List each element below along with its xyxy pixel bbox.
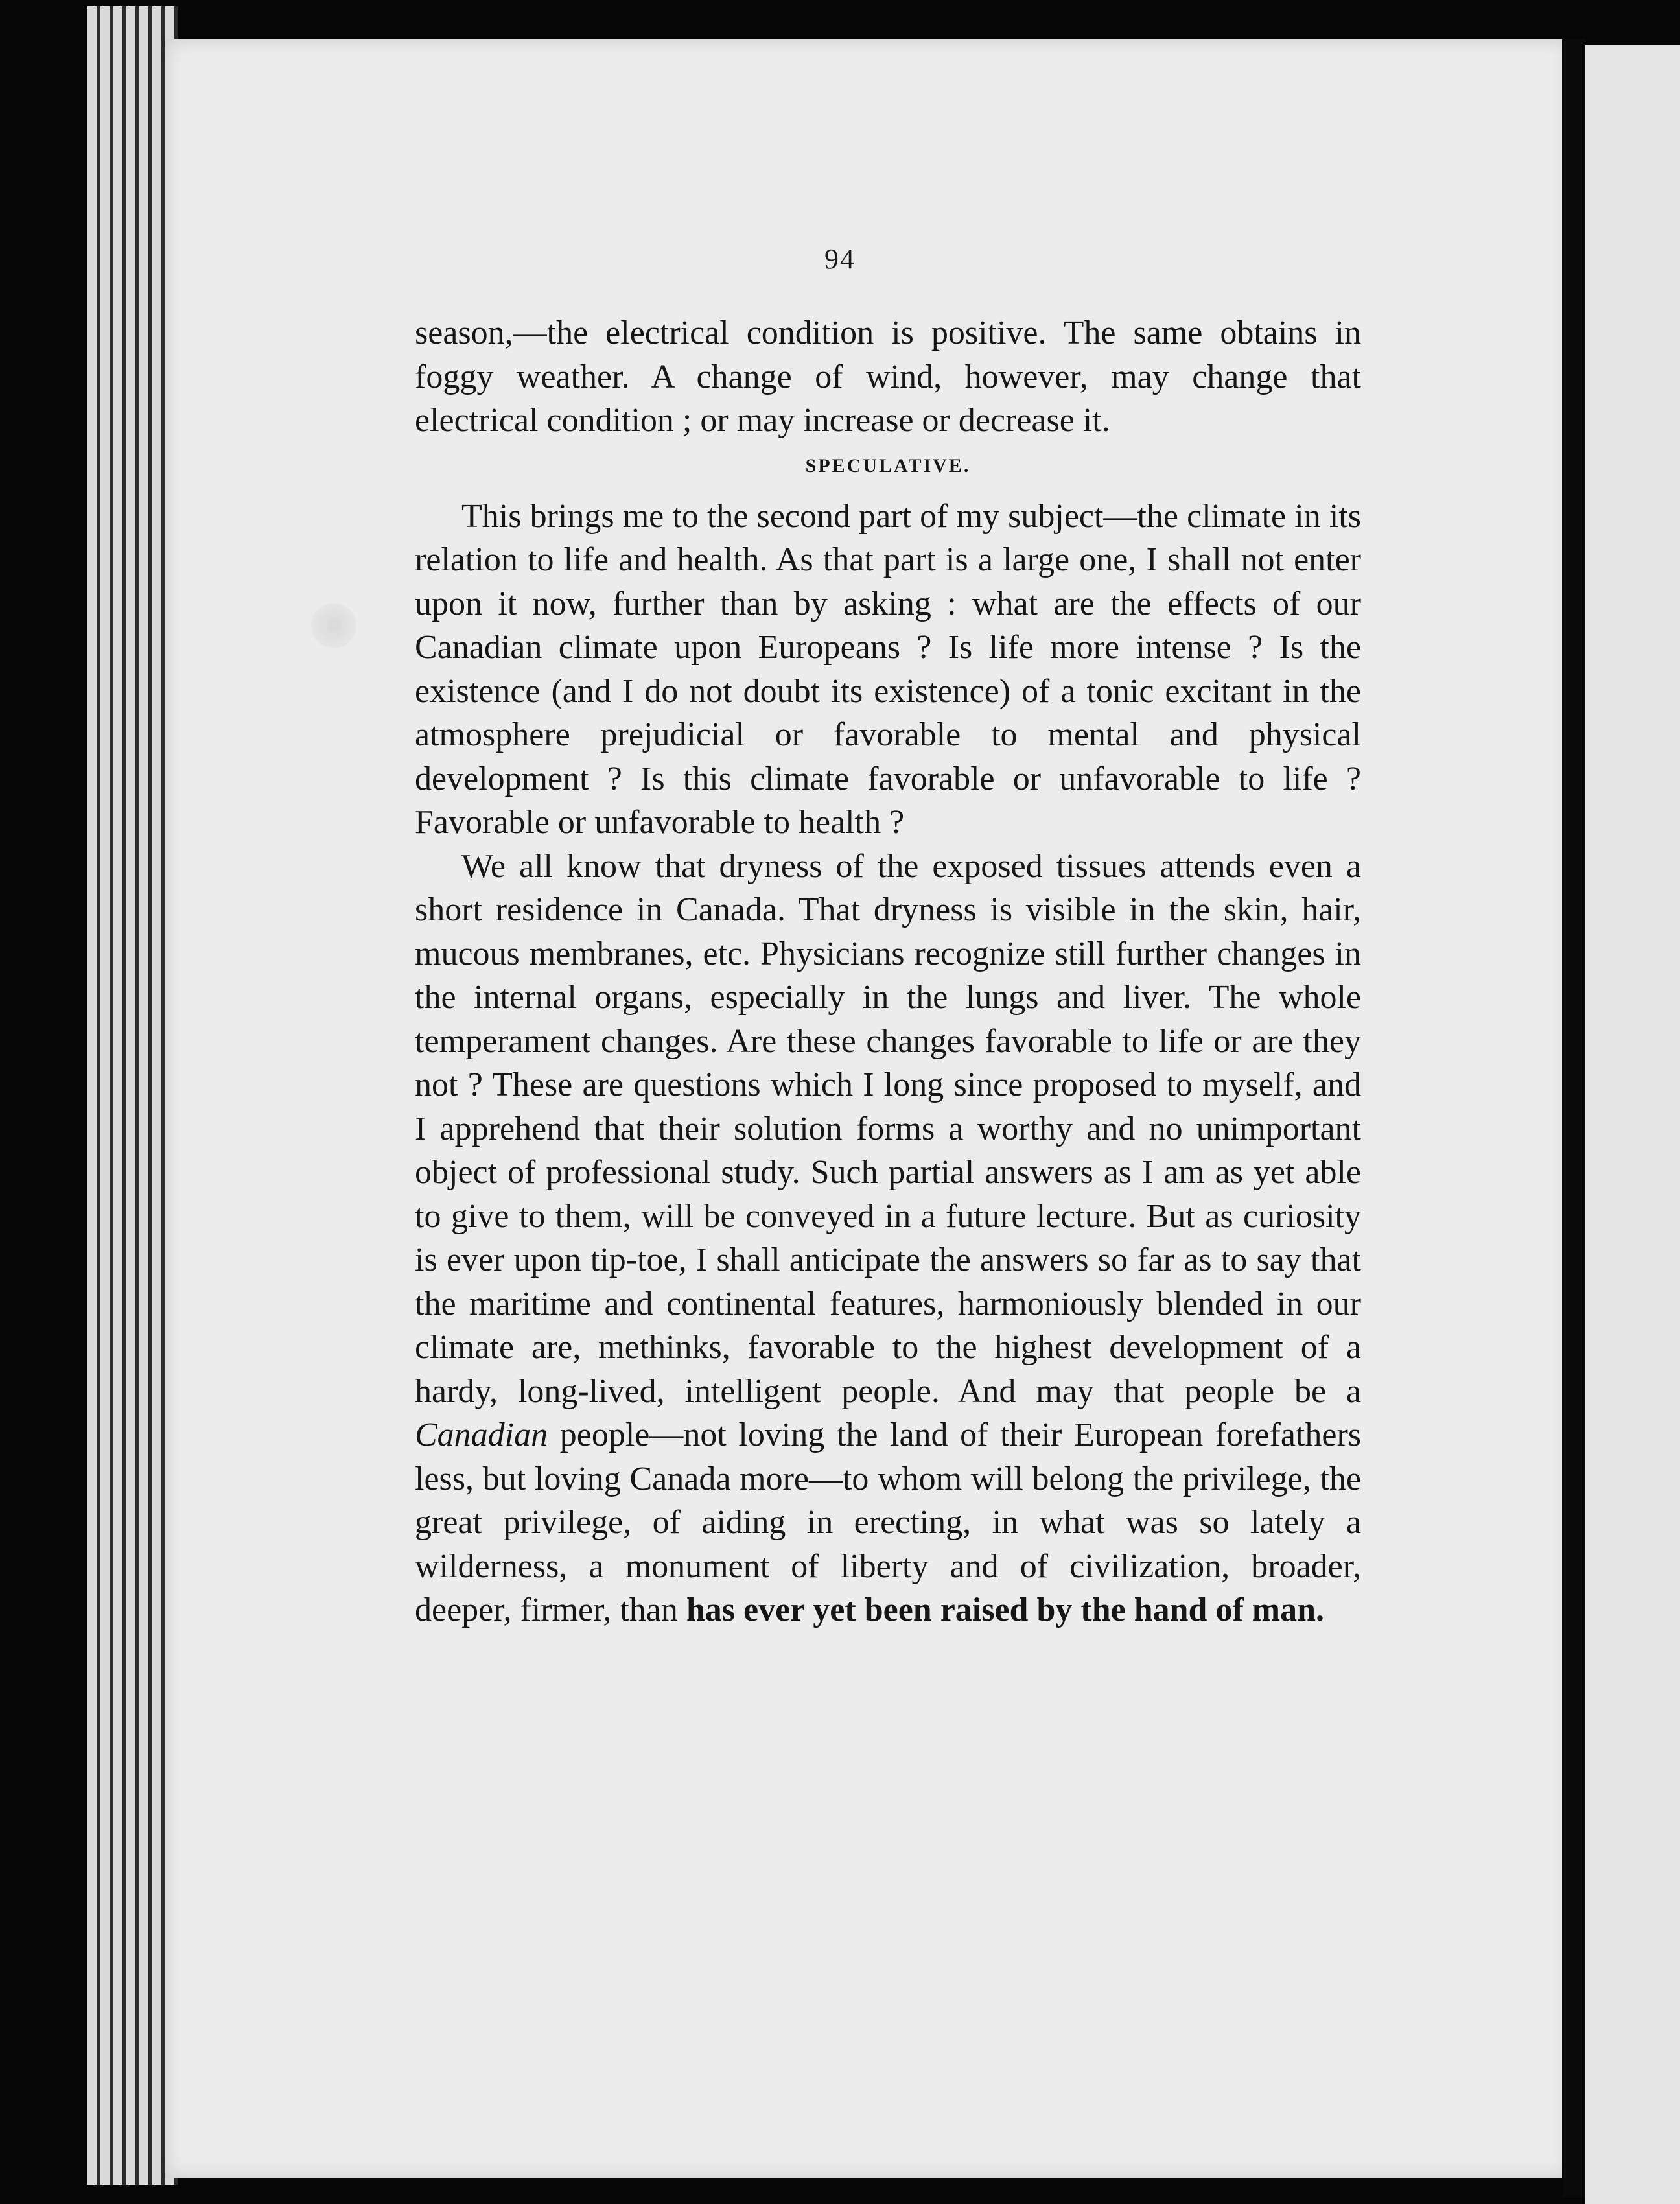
- paragraph-dryness-continued: people—not loving the land of their European forefathers less, but loving Canada more—to whom will belong the privilege, the great privilege, of aiding in erecting, in what was so lately a wilderness, a monument of liberty and of civilization, broader, deeper, firmer, than: [415, 1416, 1361, 1628]
- paper-stain: [311, 603, 356, 648]
- book-gutter: [1562, 39, 1585, 2198]
- book-page-edges: [88, 6, 178, 2185]
- section-heading: SPECULATIVE.: [805, 454, 971, 476]
- body-text: [415, 311, 1361, 1632]
- page-number: 94: [824, 243, 856, 275]
- paragraph-dryness: [415, 845, 1361, 1632]
- paragraph-speculative: This brings me to the second part of my subject—the climate in its relation to life and health. As that part is a large one, I shall not enter upon it now, further than by asking : what are the effects of our Canadian climate upon Europeans ? Is life more intense ? Is the existence (and I do not doubt its existence) of a tonic excitant in the atmosphere prejudicial or favorable to mental and physical development ? Is this climate favorable or unfavorable to life ? Favorable or unfavorable to health ?: [415, 497, 1361, 841]
- opening-paragraph: season,—the electrical condition is positive. The same obtains in foggy weather. A change of wind, however, may change that electrical condition ; or may increase or decrease it.: [415, 314, 1361, 439]
- italic-canadian: Canadian: [415, 1416, 548, 1453]
- paragraph-dryness-text: We all know that dryness of the exposed tissues attends even a short residence in Canada. That dryness is visible in the skin, hair, mucous membranes, etc. Physicians recognize still further changes in the internal organs, especially in the lungs and liver. The whole temperament changes. Are these changes favorable to life or are they not ? These are questions which I long since proposed to myself, and I apprehend that their solution forms a worthy and no unimportant object of professional study. Such partial answers as I am as yet able to give to them, will be conveyed in a future lecture. But as curiosity is ever upon tip-toe, I shall anticipate the answers so far as to say that the maritime and continental features, harmoniously blended in our climate are, methinks, favorable to the highest development of a hardy, long-lived, intelligent people. And may that people be a: [415, 847, 1361, 1410]
- facing-page-edge: [1585, 45, 1680, 2204]
- closing-line: has ever yet been raised by the hand of man.: [686, 1591, 1325, 1628]
